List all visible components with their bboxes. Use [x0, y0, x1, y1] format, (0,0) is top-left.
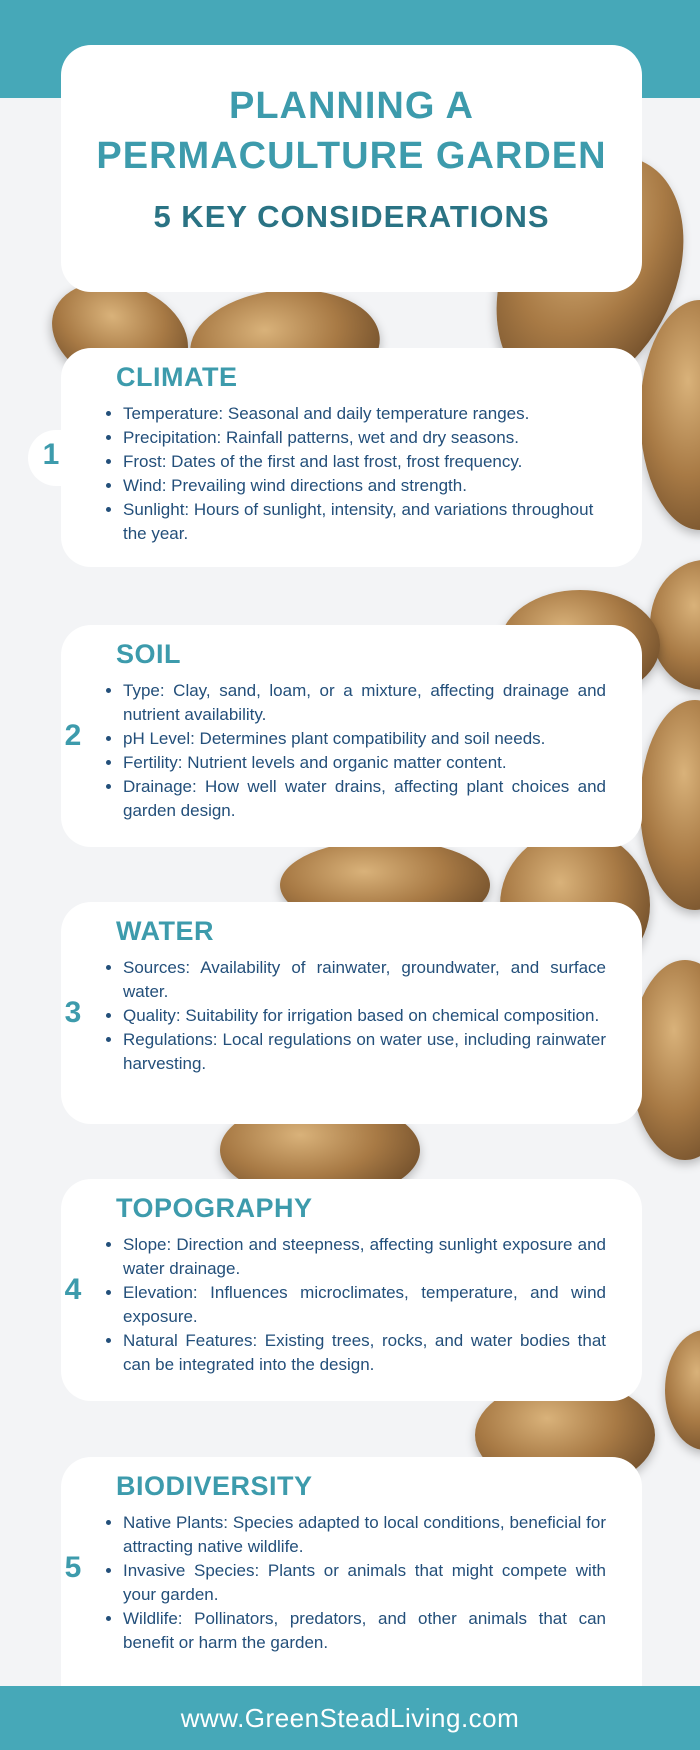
section-number: 3	[64, 996, 82, 1029]
page-title: PLANNING A PERMACULTURE GARDEN	[96, 85, 607, 177]
bullet-list	[103, 1511, 606, 1655]
footer-website-link[interactable]: www.GreenSteadLiving.com	[0, 1686, 700, 1750]
list-item: • Natural Features: Existing trees, rocks, and water bodies that can be integrated into the design.	[123, 1329, 606, 1377]
section-heading: BIODIVERSITY	[116, 1471, 313, 1501]
list-item: • Native Plants: Species adapted to local conditions, beneficial for attracting native wildlife.	[123, 1511, 606, 1559]
section-heading: SOIL	[116, 639, 182, 669]
section-heading: WATER	[116, 916, 214, 946]
section-heading: CLIMATE	[116, 362, 238, 392]
page-subtitle: 5 KEY CONSIDERATIONS	[153, 199, 550, 234]
list-item: • Temperature: Seasonal and daily temperature ranges.	[123, 402, 606, 426]
list-item: • Precipitation: Rainfall patterns, wet and dry seasons.	[123, 426, 606, 450]
list-item: • Wind: Prevailing wind directions and strength.	[123, 474, 606, 498]
list-item: • pH Level: Determines plant compatibility and soil needs.	[123, 727, 606, 751]
section-number: 1	[42, 438, 60, 471]
list-item: • Drainage: How well water drains, affecting plant choices and garden design.	[123, 775, 606, 823]
title-card	[61, 45, 642, 292]
section-climate	[42, 348, 642, 567]
section-number: 5	[64, 1551, 82, 1584]
bullet-list	[103, 1233, 606, 1377]
section-number: 4	[64, 1273, 82, 1306]
bullet-list	[103, 956, 606, 1076]
section-number: 2	[64, 719, 82, 752]
section-biodiversity	[61, 1457, 642, 1717]
section-heading: TOPOGRAPHY	[116, 1193, 313, 1223]
section-topography	[61, 1179, 642, 1401]
bullet-list	[103, 679, 606, 823]
section-soil	[61, 625, 642, 847]
list-item: • Wildlife: Pollinators, predators, and other animals that can benefit or harm the garden.	[123, 1607, 606, 1655]
list-item: • Sunlight: Hours of sunlight, intensity, and variations throughout the year.	[123, 498, 606, 546]
section-water	[61, 902, 642, 1124]
list-item: • Quality: Suitability for irrigation based on chemical composition.	[123, 1004, 606, 1028]
list-item: • Frost: Dates of the first and last frost, frost frequency.	[123, 450, 606, 474]
bullet-list	[103, 402, 606, 546]
list-item: • Sources: Availability of rainwater, groundwater, and surface water.	[123, 956, 606, 1004]
list-item: • Regulations: Local regulations on water use, including rainwater harvesting.	[123, 1028, 606, 1076]
list-item: • Fertility: Nutrient levels and organic matter content.	[123, 751, 606, 775]
list-item: • Type: Clay, sand, loam, or a mixture, affecting drainage and nutrient availability.	[123, 679, 606, 727]
list-item: • Slope: Direction and steepness, affecting sunlight exposure and water drainage.	[123, 1233, 606, 1281]
list-item: • Elevation: Influences microclimates, temperature, and wind exposure.	[123, 1281, 606, 1329]
list-item: • Invasive Species: Plants or animals that might compete with your garden.	[123, 1559, 606, 1607]
